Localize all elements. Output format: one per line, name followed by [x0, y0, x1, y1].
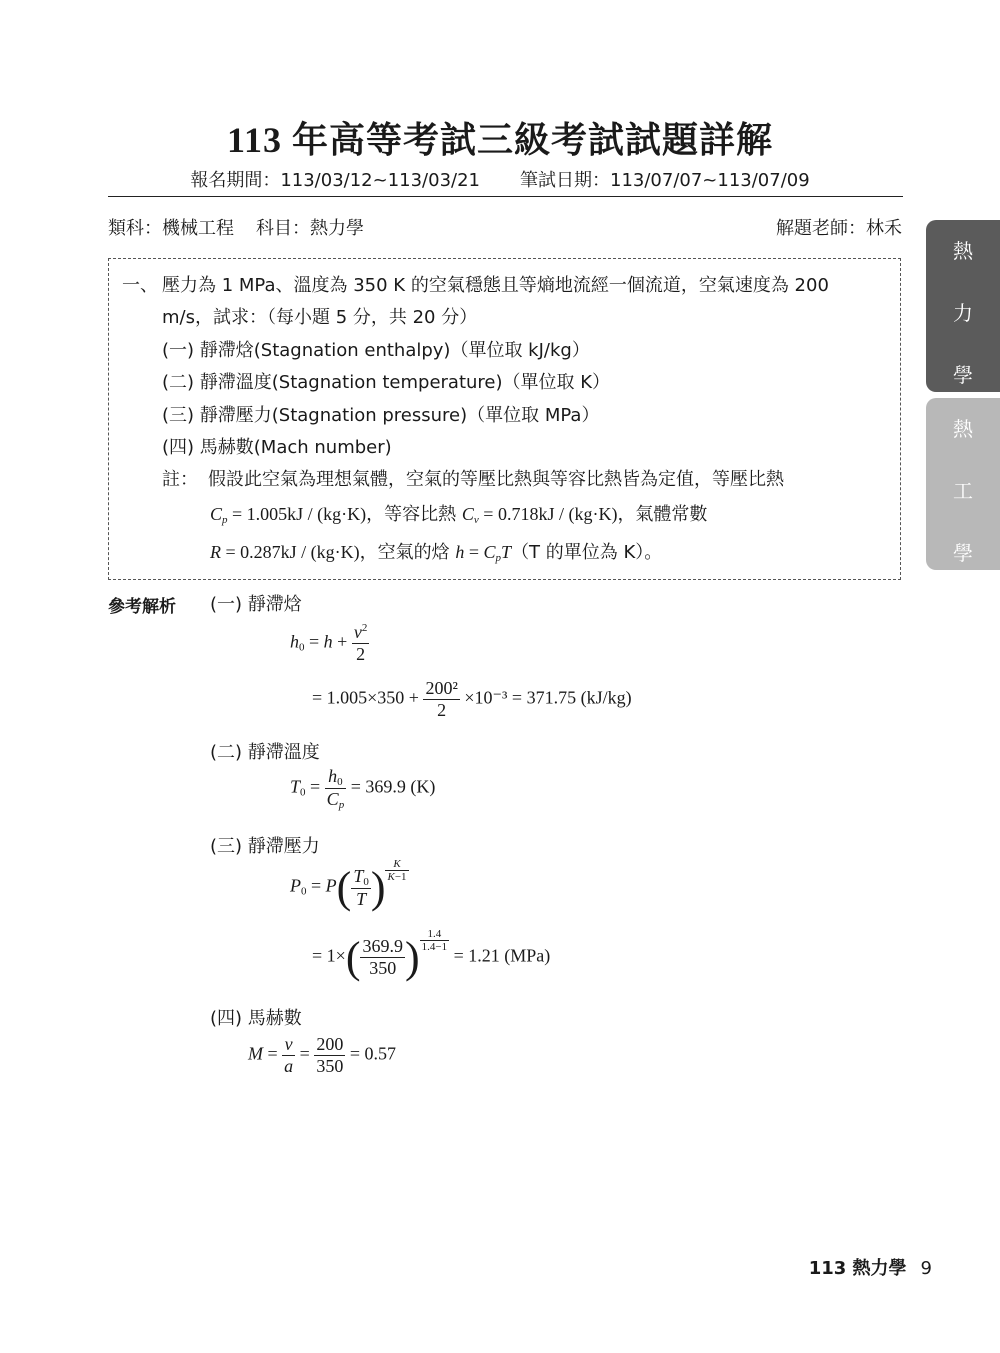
tab-char: 學	[953, 363, 973, 387]
note-line-1: 假設此空氣為理想氣體，空氣的等壓比熱與等容比熱皆為定值，等壓比熱	[208, 469, 784, 490]
note-text: ，等容比熱	[366, 504, 462, 525]
note-label: 註：	[162, 469, 198, 490]
category-line	[108, 214, 364, 240]
eq-denominator: 2	[437, 700, 447, 720]
cp-value: = 1.005kJ / (kg·K)	[227, 504, 367, 524]
question-item-1: (一) 靜滯焓(Stagnation enthalpy)（單位取 kJ/kg）	[162, 340, 590, 361]
eq-text: = 1.005×350 +	[312, 687, 419, 708]
page-number: 9	[920, 1258, 932, 1279]
teacher: 解題老師：林禾	[776, 218, 902, 239]
eq-text: = 0.57	[349, 1043, 396, 1064]
question-item-4: (四) 馬赫數(Mach number)	[162, 437, 392, 458]
question-number: 一、	[122, 275, 158, 296]
eq-mach-number: M = $\frac{v}{a}$ = $\frac{200}{350}$ = 0.57	[248, 1034, 396, 1076]
eq-numerator: 200	[316, 1034, 344, 1054]
page-footer	[809, 1254, 932, 1280]
part2-title: (二) 靜滯溫度	[210, 742, 320, 763]
eq-exponent-den: 1.4−1	[421, 941, 448, 953]
note-text: ，氣體常數	[617, 504, 708, 525]
part4-title: (四) 馬赫數	[210, 1008, 302, 1029]
tab-char: 學	[953, 541, 973, 565]
part1-title: (一) 靜滯焓	[210, 594, 302, 615]
eq-text: = 1.21 (MPa)	[453, 945, 551, 966]
exam-dates	[0, 166, 1000, 192]
category: 類科：機械工程	[108, 218, 234, 239]
eq-denominator: 350	[369, 958, 397, 978]
question-item-3: (三) 靜滯壓力(Stagnation pressure)（單位取 MPa）	[162, 405, 600, 426]
eq-exponent-num: 1.4	[420, 928, 449, 941]
eq-pressure-result: = 1×( $\frac{369.9}{350}$ ) $\frac{1.4}{1.4-1}$ = 1.21 (MPa)	[312, 928, 551, 982]
eq-numerator: 369.9	[362, 936, 403, 956]
written-exam-date: 筆試日期：113/07/07~113/07/09	[520, 170, 810, 191]
cv-value: = 0.718kJ / (kg·K)	[478, 504, 618, 524]
registration-period: 報名期間：113/03/12~113/03/21	[190, 170, 480, 191]
side-tab-thermal-engineering[interactable]	[926, 398, 1000, 570]
note-text: （T 的單位為 K）。	[511, 542, 663, 563]
eq-stagnation-enthalpy: $h_0 = h$ + $\frac{v^2}{2}$	[290, 622, 368, 664]
tab-char: 力	[953, 301, 973, 325]
r-value: = 0.287kJ / (kg·K)	[221, 542, 360, 562]
tab-char: 工	[953, 479, 973, 503]
eq-stagnation-temperature: $T_0$ = $\frac{h_0}{C_p}$ = 369.9 (K)	[290, 766, 436, 811]
eq-stagnation-pressure: $P_0 = P$( $\frac{T_0}{T}$ ) $\frac{K}{K-1}$	[290, 858, 407, 912]
tab-char: 熱	[953, 417, 973, 441]
part3-title: (三) 靜滯壓力	[210, 836, 320, 857]
solution-label: 參考解析	[108, 597, 176, 617]
tab-char: 熱	[953, 239, 973, 263]
eq-text: ×10⁻³ = 371.75 (kJ/kg)	[464, 687, 632, 708]
question-line-2: m/s，試求：（每小題 5 分，共 20 分）	[162, 307, 478, 328]
header-divider	[108, 196, 903, 197]
note-line-2: $C_p = 1.005kJ / (kg\cdot K)$，等容比熱 $C_v = 0.718kJ / (kg\cdot K)$，氣體常數	[210, 504, 708, 526]
eq-denominator: 350	[316, 1056, 344, 1076]
note-text: ，空氣的焓	[359, 542, 456, 563]
subject: 科目：熱力學	[256, 218, 364, 239]
side-tab-thermodynamics[interactable]	[926, 220, 1000, 392]
eq-text: = 369.9 (K)	[350, 776, 436, 797]
footer-label: 113 熱力學	[808, 1258, 907, 1279]
question-item-2: (二) 靜滯溫度(Stagnation temperature)（單位取 K）	[162, 372, 611, 393]
page-title: 113 年高等考試三級考試試題詳解	[226, 120, 773, 160]
eq-enthalpy-result	[312, 678, 632, 721]
note-line-3: R = 0.287kJ / (kg·K)，空氣的焓 $h = C_pT(T$ 的單位為 K）。	[210, 542, 663, 564]
question-line-1: 壓力為 1 MPa、溫度為 350 K 的空氣穩態且等熵地流經一個流道，空氣速度為 200	[162, 275, 829, 296]
eq-numerator: 200²	[425, 678, 458, 698]
